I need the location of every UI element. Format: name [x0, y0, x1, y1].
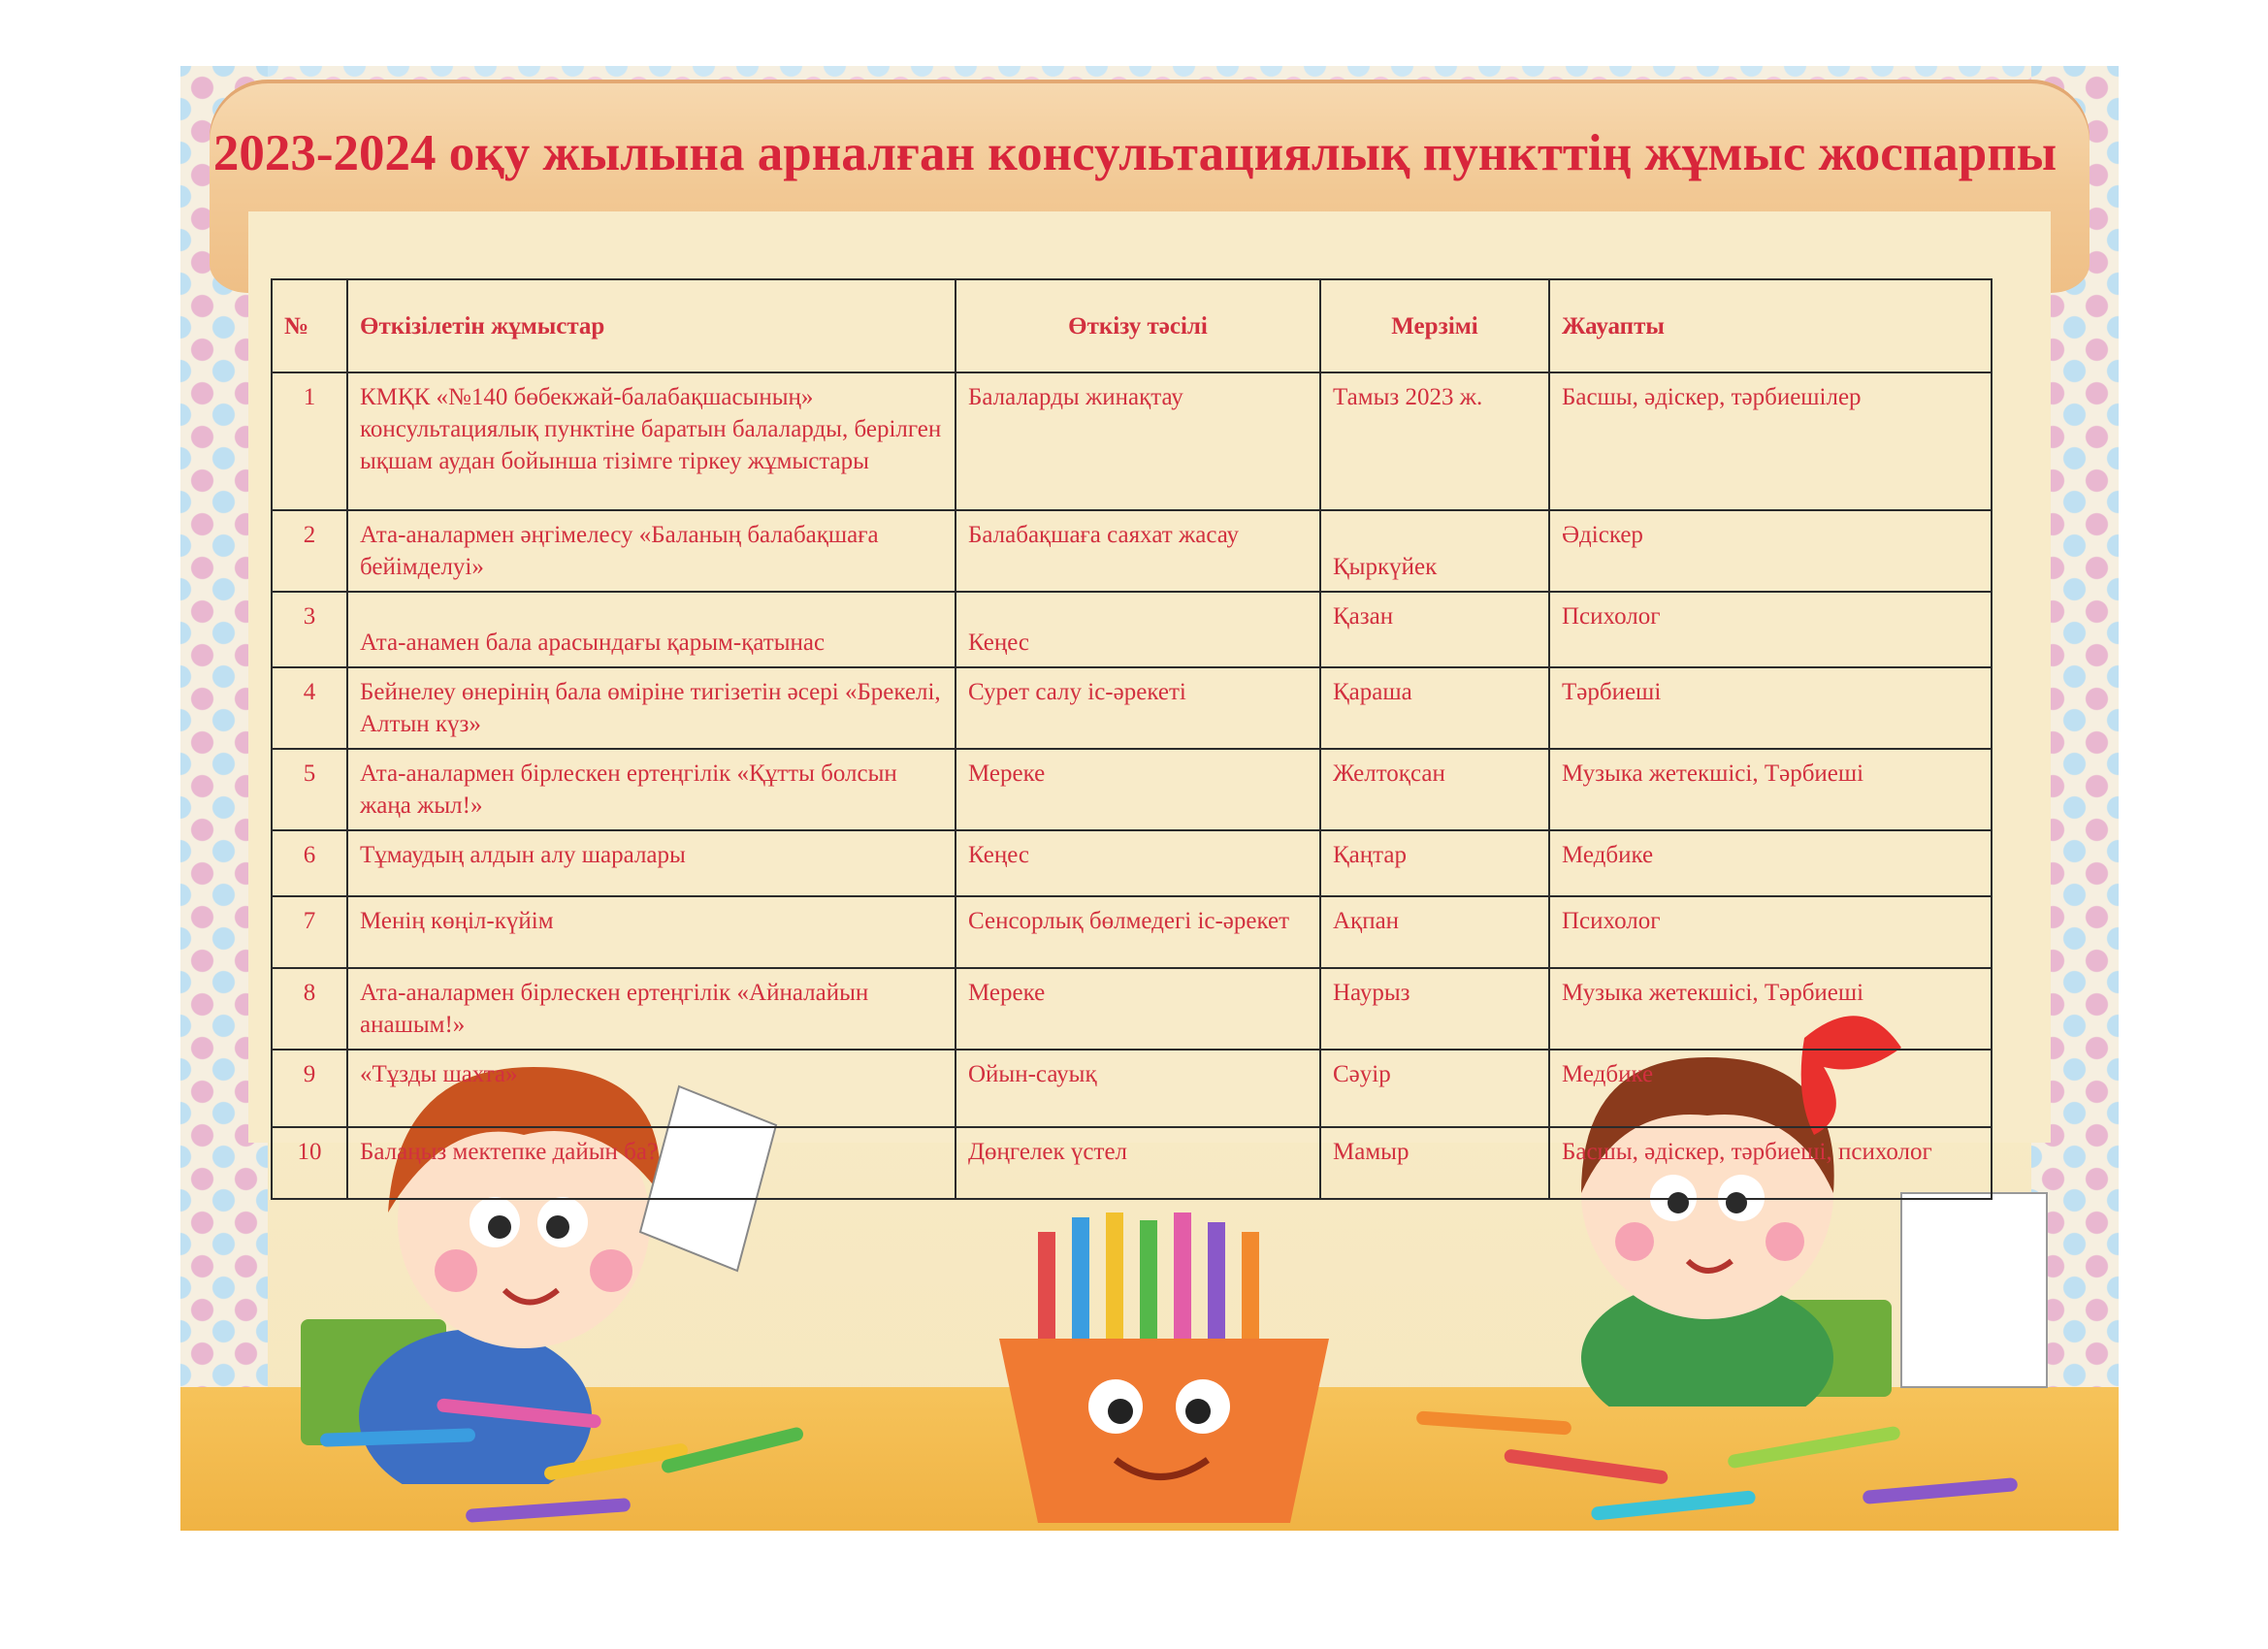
table-row: [272, 1127, 1992, 1199]
row-method: Балабақшаға саяхат жасау: [956, 510, 1320, 592]
pencil-cup: [980, 1212, 1348, 1533]
row-work: Менің көңіл-күйім: [347, 896, 956, 968]
row-work: Тұмаудың алдын алу шаралары: [347, 830, 956, 896]
row-method: Дөңгелек үстел: [956, 1127, 1320, 1199]
row-work: Ата-аналармен бірлескен ертеңгілік «Құтты болсын жаңа жыл!»: [347, 749, 956, 830]
row-responsible: Басшы, әдіскер, тәрбиеші, психолог: [1549, 1127, 1992, 1199]
row-number: 5: [272, 749, 347, 830]
row-method: Сурет салу іс-әрекеті: [956, 667, 1320, 749]
row-method: Балаларды жинақтау: [956, 372, 1320, 510]
row-date: Қараша: [1320, 667, 1549, 749]
row-responsible: Психолог: [1549, 592, 1992, 667]
row-date: Қыркүйек: [1320, 510, 1549, 592]
row-responsible: Медбике: [1549, 830, 1992, 896]
row-work: Ата-аналармен бірлескен ертеңгілік «Айналайын анашым!»: [347, 968, 956, 1050]
table-row: [272, 510, 1992, 592]
row-responsible: Әдіскер: [1549, 510, 1992, 592]
row-work: Балаңыз мектепке дайын ба?: [347, 1127, 956, 1199]
row-date: Наурыз: [1320, 968, 1549, 1050]
table-row: [272, 968, 1992, 1050]
table-row: [272, 896, 1992, 968]
row-method: Мереке: [956, 749, 1320, 830]
row-method: Кеңес: [956, 830, 1320, 896]
row-responsible: Тәрбиеші: [1549, 667, 1992, 749]
row-number: 6: [272, 830, 347, 896]
row-date: Тамыз 2023 ж.: [1320, 372, 1549, 510]
row-responsible: Музыка жетекшісі, Тәрбиеші: [1549, 968, 1992, 1050]
page-title: 2023-2024 оқу жылына арналған консультациялық пункттің жұмыс жоспарпы: [212, 125, 2057, 181]
header-number: №: [272, 279, 347, 372]
header-method: Өткізу тәсілі: [956, 279, 1320, 372]
header-work: Өткізілетін жұмыстар: [347, 279, 956, 372]
row-work: Бейнелеу өнерінің бала өміріне тигізетін әсері «Брекелі, Алтын күз»: [347, 667, 956, 749]
header-date: Мерзімі: [1320, 279, 1549, 372]
row-work: Ата-анамен бала арасындағы қарым-қатынас: [347, 592, 956, 667]
work-plan-table: [271, 278, 1993, 1200]
row-method: Мереке: [956, 968, 1320, 1050]
table-row: [272, 372, 1992, 510]
row-number: 4: [272, 667, 347, 749]
row-responsible: Психолог: [1549, 896, 1992, 968]
table-header-row: [272, 279, 1992, 372]
row-method: Сенсорлық бөлмедегі іс-әрекет: [956, 896, 1320, 968]
header-responsible: Жауапты: [1549, 279, 1992, 372]
row-number: 9: [272, 1050, 347, 1127]
row-number: 2: [272, 510, 347, 592]
row-work: Ата-аналармен әңгімелесу «Баланың балабақшаға бейімделуі»: [347, 510, 956, 592]
row-date: Сәуір: [1320, 1050, 1549, 1127]
row-method: Ойын-сауық: [956, 1050, 1320, 1127]
row-date: Қаңтар: [1320, 830, 1549, 896]
row-responsible: Музыка жетекшісі, Тәрбиеші: [1549, 749, 1992, 830]
row-number: 8: [272, 968, 347, 1050]
row-number: 1: [272, 372, 347, 510]
row-date: Ақпан: [1320, 896, 1549, 968]
table-row: [272, 667, 1992, 749]
row-number: 7: [272, 896, 347, 968]
table-row: [272, 1050, 1992, 1127]
row-responsible: Медбике: [1549, 1050, 1992, 1127]
row-work: «Тұзды шахта»: [347, 1050, 956, 1127]
row-number: 10: [272, 1127, 347, 1199]
row-number: 3: [272, 592, 347, 667]
row-date: Қазан: [1320, 592, 1549, 667]
table-row: [272, 749, 1992, 830]
table-row: [272, 830, 1992, 896]
table-row: [272, 592, 1992, 667]
row-date: Желтоқсан: [1320, 749, 1549, 830]
row-method: Кеңес: [956, 592, 1320, 667]
row-work: КМҚК «№140 бөбекжай-балабақшасының» консультациялық пунктіне баратын балаларды, берілген ықшам аудан бойынша тізімге тіркеу жұмыстары: [347, 372, 956, 510]
row-date: Мамыр: [1320, 1127, 1549, 1199]
row-responsible: Басшы, әдіскер, тәрбиешілер: [1549, 372, 1992, 510]
